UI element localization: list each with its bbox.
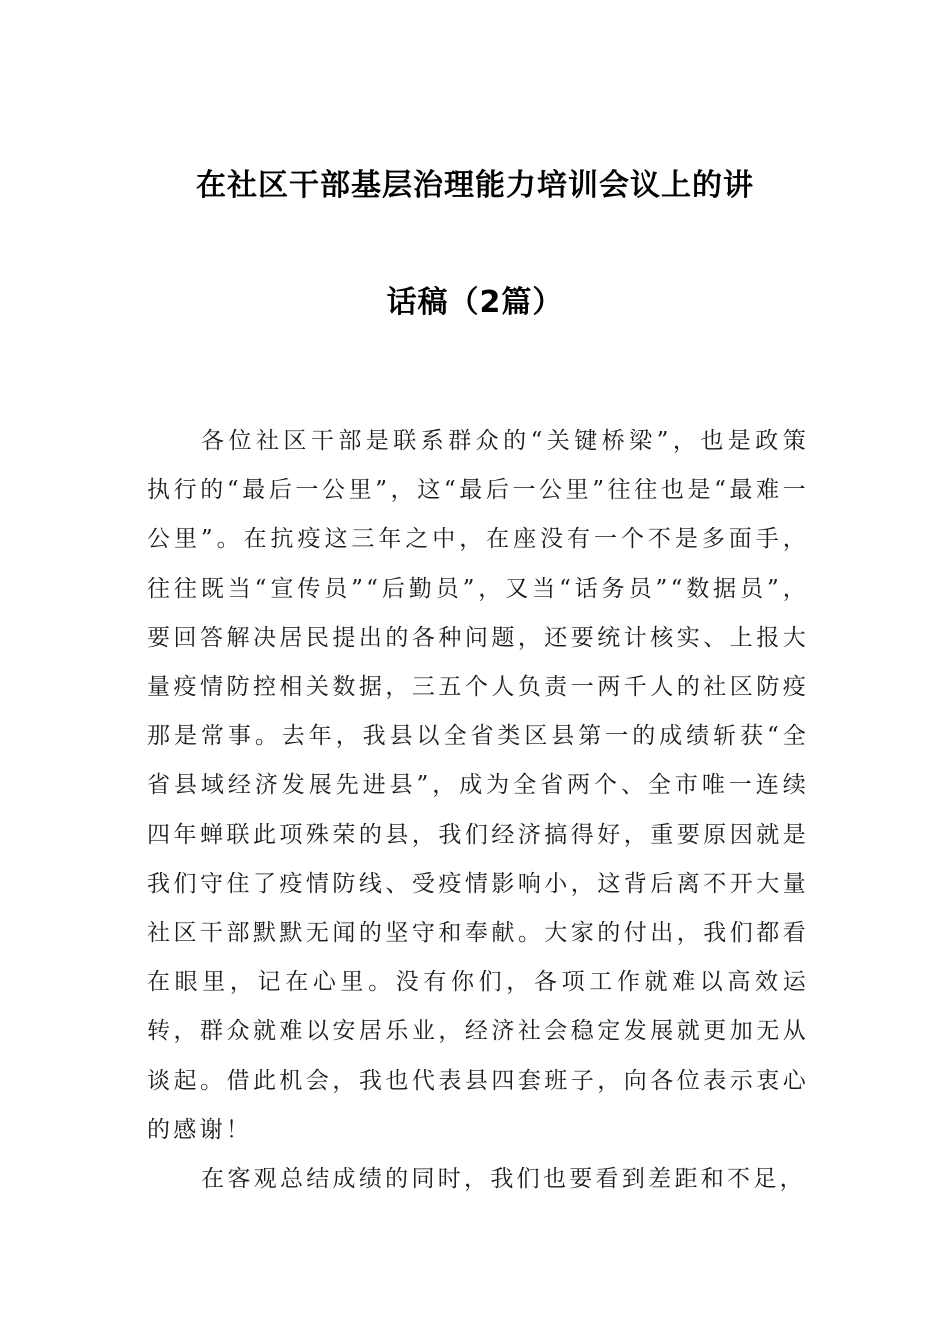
body-paragraph: 各位社区干部是联系群众的“关键桥梁”，也是政策执行的“最后一公里”，这“最后一公里”往往也是“最难一公里”。在抗疫这三年之中，在座没有一个不是多面手，往往既当“宣传员”“后勤员”，又当“话务员”“数据员”，要回答解决居民提出的各种问题，还要统计核实、上报大量疫情防控相关数据，三五个人负责一两千人的社区防疫那是常事。去年，我县以全省类区县第一的成绩斩获“全省县域经济发展先进县”，成为全省两个、全市唯一连续四年蝉联此项殊荣的县，我们经济搞得好，重要原因就是我们守住了疫情防线、受疫情影响小，这背后离不开大量社区干部默默无闻的坚守和奉献。大家的付出，我们都看在眼里，记在心里。没有你们，各项工作就难以高效运转，群众就难以安居乐业，经济社会稳定发展就更加无从谈起。借此机会，我也代表县四套班子，向各位表示衷心的感谢！ [147, 428, 809, 1143]
document-title-line-2: 话稿（2篇） [386, 285, 564, 320]
body-paragraph: 在客观总结成绩的同时，我们也要看到差距和不足， [201, 1166, 806, 1193]
document-title-line-1: 在社区干部基层治理能力培训会议上的讲 [196, 168, 754, 203]
document-body [147, 417, 809, 1204]
